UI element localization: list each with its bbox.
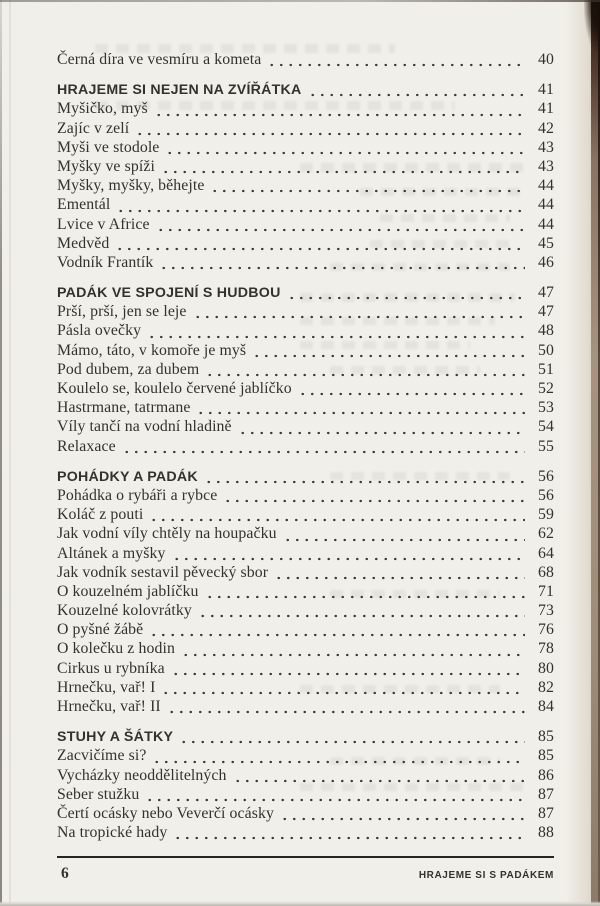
toc-entry-row (57, 697, 554, 716)
bleed-through-artifact (300, 317, 495, 325)
toc-item-title: Víly tančí na vodní hladině (57, 418, 232, 436)
dot-leader (154, 113, 525, 117)
page-edge-top (0, 0, 600, 2)
dot-leader (156, 228, 525, 232)
toc-entry-row (57, 620, 554, 639)
page-edge-left (0, 0, 2, 906)
dot-leader (173, 836, 525, 840)
toc-item-page-number: 82 (538, 678, 554, 696)
footer-row (57, 865, 554, 883)
toc-heading-row (57, 80, 554, 99)
toc-item-title: Prší, prší, jen se leje (57, 303, 187, 321)
toc-item-title: Cirkus u rybníka (57, 659, 165, 677)
dot-leader (274, 576, 525, 580)
bleed-through-artifact (300, 163, 525, 172)
toc-item-title: O kouzelném jablíčku (57, 582, 199, 600)
dot-leader (181, 653, 525, 657)
toc-item-page-number: 80 (538, 659, 554, 677)
dot-leader (167, 710, 525, 714)
toc-item-title: Koláč z pouti (57, 506, 144, 524)
bleed-through-artifact (360, 188, 520, 196)
toc-item-page-number: 78 (538, 640, 554, 658)
toc-item-title: O pyšné žábě (57, 621, 144, 639)
toc-item-title: Jak vodní víly chtěly na houpačku (57, 525, 277, 543)
toc-item-page-number: 42 (538, 119, 554, 137)
toc-entry-row (57, 379, 554, 398)
toc-item-page-number: 85 (538, 728, 554, 746)
toc-item-page-number: 41 (538, 100, 554, 118)
toc-item-title: Pohádka o rybáři a rybce (57, 486, 218, 504)
toc-item-title: POHÁDKY A PADÁK (57, 468, 198, 485)
toc-item-page-number: 86 (538, 766, 554, 784)
dot-leader (198, 614, 525, 618)
toc-entry-row (57, 417, 554, 436)
footer-rule (57, 856, 554, 858)
dot-leader (223, 499, 525, 503)
bleed-through-artifact (330, 366, 480, 374)
toc-item-title: Pásla ovečky (57, 322, 142, 340)
toc-entry-row (57, 639, 554, 658)
toc-item-page-number: 48 (538, 322, 554, 340)
toc-entry-row (57, 766, 554, 785)
dot-leader (238, 431, 525, 435)
toc-item-title: Hrnečku, vař! I (57, 678, 156, 696)
toc-entry-row (57, 659, 554, 678)
toc-item-title: Relaxace (57, 437, 116, 455)
bleed-through-artifact (370, 240, 510, 248)
bleed-through-artifact (95, 101, 455, 110)
toc-entry-row (57, 505, 554, 524)
toc-entry-row (57, 544, 554, 563)
bleed-through-artifact (300, 783, 530, 791)
toc-item-page-number: 50 (538, 341, 554, 359)
toc-item-title: STUHY A ŠÁTKY (57, 729, 174, 746)
toc-item-title: Černá díra ve vesmíru a kometa (57, 51, 262, 68)
page-corner-shadow (584, 0, 600, 52)
dot-leader (116, 209, 525, 213)
toc-item-page-number: 46 (538, 253, 554, 271)
toc-entry-row (57, 524, 554, 543)
toc-item-page-number: 59 (538, 506, 554, 524)
toc-item-page-number: 47 (538, 284, 554, 302)
toc-item-title: Altánek a myšky (57, 544, 166, 562)
dot-leader (204, 480, 525, 484)
toc-item-page-number: 55 (538, 437, 554, 455)
toc-item-page-number: 52 (538, 380, 554, 397)
toc-item-page-number: 51 (538, 360, 554, 378)
dot-leader (298, 392, 525, 396)
toc-item-page-number: 62 (538, 525, 554, 543)
toc-entry-row (57, 486, 554, 505)
toc-item-page-number: 71 (538, 582, 554, 600)
toc-item-title: O kolečku z hodin (57, 640, 175, 658)
bleed-through-artifact (300, 293, 515, 302)
toc-item-page-number: 54 (538, 418, 554, 436)
bleed-through-artifact (95, 44, 395, 53)
toc-item-page-number: 88 (538, 824, 554, 842)
toc-item-title: Medvěd (57, 234, 110, 252)
toc-item-page-number: 87 (538, 785, 554, 803)
toc-item-page-number: 56 (538, 467, 554, 485)
toc-item-page-number: 73 (538, 602, 554, 620)
toc-item-title: Zajíc v zelí (57, 119, 130, 137)
toc-item-page-number: 84 (538, 698, 554, 715)
toc-entry-row (57, 823, 554, 842)
toc-item-title: Zacvičíme si? (57, 747, 147, 765)
paper-crease (9, 0, 11, 906)
bleed-through-artifact (330, 263, 510, 271)
dot-leader (149, 633, 525, 637)
toc-item-title: Kouzelné kolovrátky (57, 602, 192, 620)
toc-item-page-number: 76 (538, 621, 554, 639)
dot-leader (280, 817, 525, 821)
toc-entry-row (57, 398, 554, 417)
dot-leader (145, 798, 525, 802)
toc-item-title: Hastrmane, tatrmane (57, 399, 191, 417)
dot-leader (122, 450, 525, 454)
bleed-through-artifact (300, 341, 470, 349)
page-edge-bottom (0, 901, 600, 906)
toc-item-title: Vycházky neoddělitelných (57, 766, 227, 784)
page-number: 6 (61, 865, 69, 882)
toc-item-title: Myši ve stodole (57, 138, 160, 156)
toc-item-title: Hrnečku, vař! II (57, 698, 161, 715)
dot-leader (267, 63, 525, 67)
toc-item-title: Čertí ocásky nebo Veverčí ocásky (57, 804, 274, 822)
toc-entry-row (57, 195, 554, 214)
toc-entry-row (57, 601, 554, 620)
bleed-through-artifact (330, 472, 510, 480)
toc-item-page-number: 44 (538, 196, 554, 214)
dot-leader (147, 335, 525, 339)
bleed-through-artifact (380, 214, 510, 222)
dot-leader (165, 151, 525, 155)
dot-leader (308, 93, 525, 97)
toc-item-page-number: 44 (538, 177, 554, 195)
toc-item-title: Myšičko, myš (57, 100, 148, 118)
toc-entry-row (57, 563, 554, 582)
toc-item-title: Myšky, myšky, běhejte (57, 177, 205, 195)
dot-leader (172, 557, 525, 561)
toc-item-page-number: 44 (538, 215, 554, 233)
bleed-through-artifact (330, 757, 500, 765)
bleed-through-artifact (330, 590, 500, 598)
toc-item-page-number: 64 (538, 544, 554, 562)
toc-item-page-number: 40 (538, 51, 554, 68)
toc-item-title: Pod dubem, za dubem (57, 360, 200, 378)
toc-entry-row (57, 804, 554, 823)
toc-entry-row (57, 437, 554, 456)
dot-leader (171, 672, 525, 676)
dot-leader (135, 132, 525, 136)
toc-entry-row (57, 119, 554, 138)
running-title: HRAJEME SI S PADÁKEM (418, 870, 554, 881)
toc-item-page-number: 43 (538, 157, 554, 175)
toc-item-title: Myšky ve spíži (57, 157, 155, 175)
toc-item-title: Vodník Frantík (57, 253, 154, 271)
dot-leader (196, 411, 525, 415)
toc-item-page-number: 47 (538, 303, 554, 321)
toc-item-page-number: 45 (538, 234, 554, 252)
toc-item-page-number: 56 (538, 486, 554, 504)
dot-leader (252, 354, 525, 358)
page-footer (57, 856, 554, 883)
toc-item-title: Lvice v Africe (57, 215, 150, 233)
toc-heading-row (57, 727, 554, 746)
dot-leader (283, 538, 525, 542)
toc-item-title: PADÁK VE SPOJENÍ S HUDBOU (57, 285, 281, 302)
dot-leader (179, 740, 525, 744)
toc-item-title: HRAJEME SI NEJEN NA ZVÍŘÁTKA (57, 82, 302, 99)
toc-item-page-number: 87 (538, 804, 554, 822)
toc-item-title: Jak vodník sestavil pěvecký sbor (57, 563, 269, 581)
toc-item-page-number: 53 (538, 399, 554, 417)
toc-item-title: Seber stužku (57, 785, 140, 803)
toc-item-title: Koulelo se, koulelo červené jablíčko (57, 380, 292, 397)
toc-item-title: Mámo, táto, v komoře je myš (57, 341, 247, 359)
toc-item-title: Na tropické hady (57, 824, 168, 842)
dot-leader (149, 518, 525, 522)
toc-item-title: Ementál (57, 196, 111, 214)
toc-item-page-number: 85 (538, 747, 554, 765)
toc-item-page-number: 41 (538, 81, 554, 99)
toc-item-page-number: 43 (538, 138, 554, 156)
toc-entry-row (57, 138, 554, 157)
bleed-through-artifact (300, 685, 500, 693)
toc-item-page-number: 68 (538, 563, 554, 581)
